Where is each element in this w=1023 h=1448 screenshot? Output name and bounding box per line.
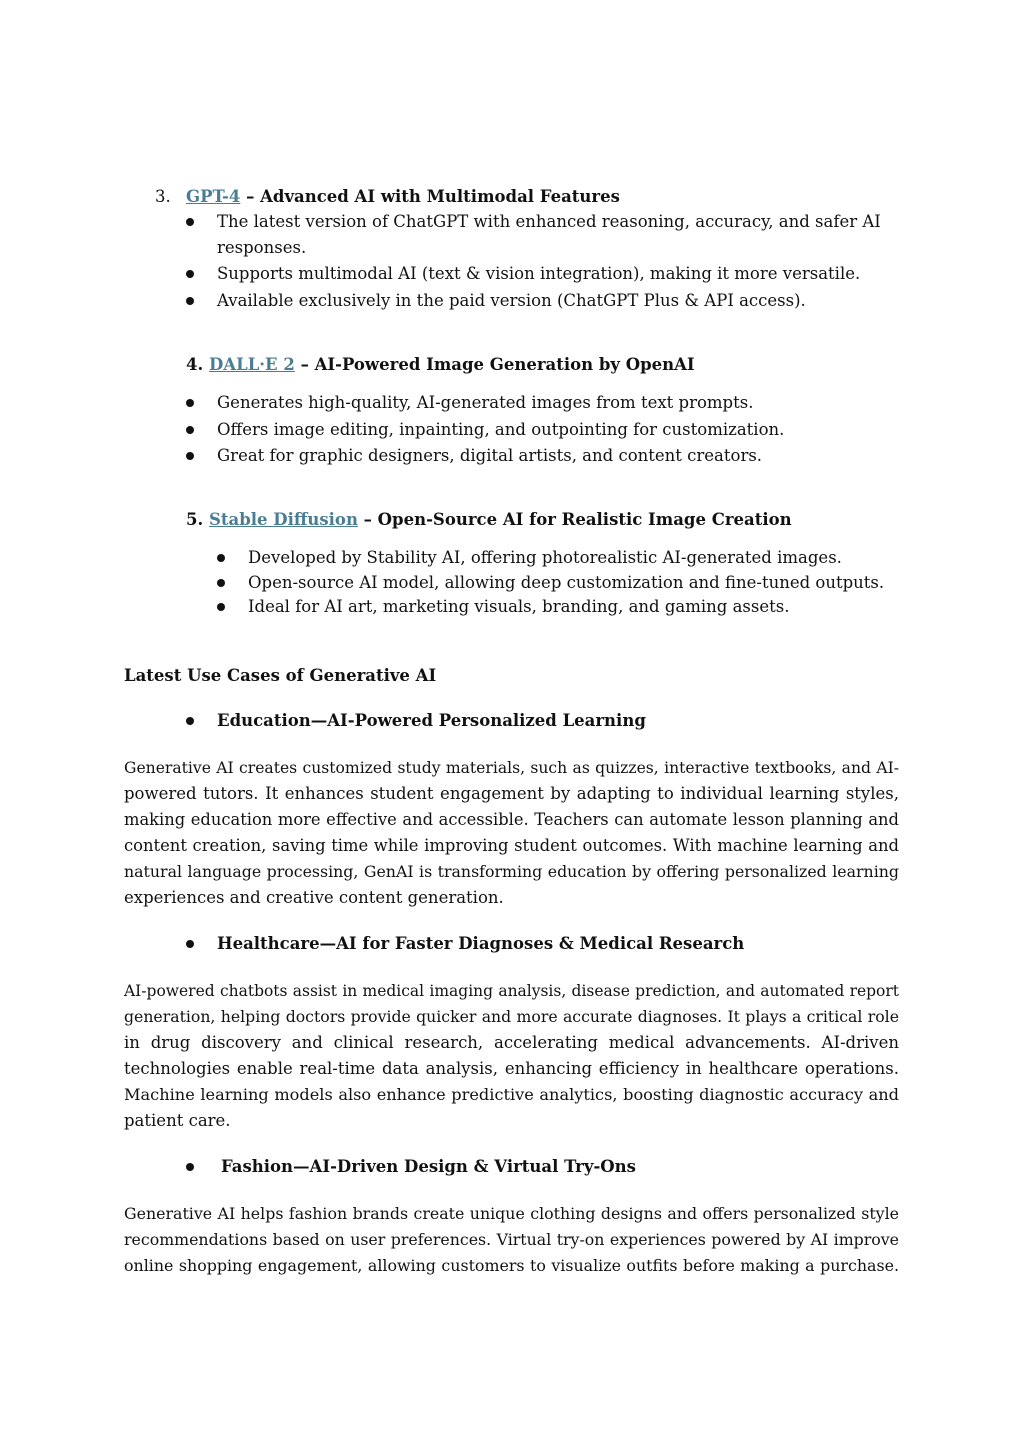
paragraph-line: experiences and creative content generation. — [124, 888, 504, 907]
paragraph-line: Generative AI creates customized study materials, such as quizzes, interactive textbooks, and AI- — [124, 759, 899, 777]
section-4-number: 4. — [186, 355, 204, 374]
gpt-4-link[interactable]: GPT-4 — [186, 187, 241, 206]
section-4-bullet-2: Offers image editing, inpainting, and outpointing for customization. — [217, 420, 785, 439]
bullet-icon — [186, 717, 194, 725]
section-5-number: 5. — [186, 510, 204, 529]
stable-diffusion-link[interactable]: Stable Diffusion — [208, 510, 358, 529]
paragraph-line: powered tutors. It enhances student engagement by adapting to individual learning styles, — [124, 784, 899, 803]
paragraph-line: Generative AI helps fashion brands create unique clothing designs and offers personalized style — [124, 1204, 899, 1223]
use-cases-heading: Latest Use Cases of Generative AI — [124, 666, 437, 685]
bullet-icon — [186, 452, 194, 460]
fashion-paragraph — [124, 1201, 899, 1279]
bullet-icon — [186, 426, 194, 434]
paragraph-line: generation, helping doctors provide quicker and more accurate diagnoses. It plays a critical role — [124, 1007, 899, 1026]
bullet-icon — [186, 270, 194, 278]
bullet-icon — [186, 218, 194, 226]
bullet-icon — [186, 399, 194, 407]
paragraph-line: recommendations based on user preferences. Virtual try-on experiences powered by AI improve — [124, 1230, 899, 1249]
bullet-icon — [186, 940, 194, 948]
healthcare-heading: Healthcare—AI for Faster Diagnoses & Medical Research — [217, 934, 745, 953]
healthcare-paragraph — [124, 978, 899, 1134]
section-3-bullet-2: Supports multimodal AI (text & vision integration), making it more versatile. — [217, 264, 861, 283]
section-3-title-line — [186, 184, 620, 210]
paragraph-line: patient care. — [124, 1111, 231, 1130]
section-3-bullet-1-line-2: responses. — [217, 238, 307, 257]
paragraph-line: technologies enable real-time data analysis, enhancing efficiency in healthcare operations. — [124, 1059, 899, 1078]
paragraph-line: AI-powered chatbots assist in medical imaging analysis, disease prediction, and automated report — [124, 982, 899, 1000]
education-heading: Education—AI-Powered Personalized Learning — [217, 711, 646, 730]
section-5-heading — [186, 507, 792, 533]
section-4-bullet-3: Great for graphic designers, digital artists, and content creators. — [217, 446, 763, 465]
paragraph-line: content creation, saving time while improving student outcomes. With machine learning and — [124, 836, 899, 855]
section-4-heading — [186, 352, 695, 378]
bullet-icon — [217, 554, 225, 562]
paragraph-line: online shopping engagement, allowing customers to visualize outfits before making a purchase. — [124, 1256, 899, 1275]
paragraph-line: natural language processing, GenAI is transforming education by offering personalized learning — [124, 862, 899, 881]
section-3-bullet-3: Available exclusively in the paid version (ChatGPT Plus & API access). — [217, 291, 806, 310]
bullet-icon — [217, 603, 225, 611]
section-3-number: 3. — [155, 187, 171, 206]
section-5-bullet-1: Developed by Stability AI, offering photorealistic AI-generated images. — [248, 548, 842, 567]
section-4-bullet-1: Generates high-quality, AI-generated images from text prompts. — [217, 393, 754, 412]
bullet-icon — [217, 579, 225, 587]
section-3-title: – Advanced AI with Multimodal Features — [240, 187, 620, 206]
dall-e-2-link[interactable]: DALL·E 2 — [208, 355, 295, 374]
section-3-bullet-1-line-1: The latest version of ChatGPT with enhanced reasoning, accuracy, and safer AI — [217, 212, 881, 231]
fashion-heading: Fashion—AI-Driven Design & Virtual Try-Ons — [221, 1157, 636, 1176]
section-3-heading — [155, 184, 171, 210]
paragraph-line: Machine learning models also enhance predictive analytics, boosting diagnostic accuracy and — [124, 1085, 899, 1104]
bullet-icon — [186, 1163, 194, 1171]
section-5-title: – Open-Source AI for Realistic Image Creation — [357, 510, 792, 529]
paragraph-line: in drug discovery and clinical research, accelerating medical advancements. AI-driven — [124, 1033, 899, 1052]
bullet-icon — [186, 297, 194, 305]
section-4-title: – AI-Powered Image Generation by OpenAI — [294, 355, 695, 374]
education-paragraph — [124, 755, 899, 911]
section-5-bullet-3: Ideal for AI art, marketing visuals, branding, and gaming assets. — [248, 597, 790, 616]
section-5-bullet-2: Open-source AI model, allowing deep customization and fine-tuned outputs. — [248, 573, 885, 592]
paragraph-line: making education more effective and accessible. Teachers can automate lesson planning and — [124, 810, 899, 829]
